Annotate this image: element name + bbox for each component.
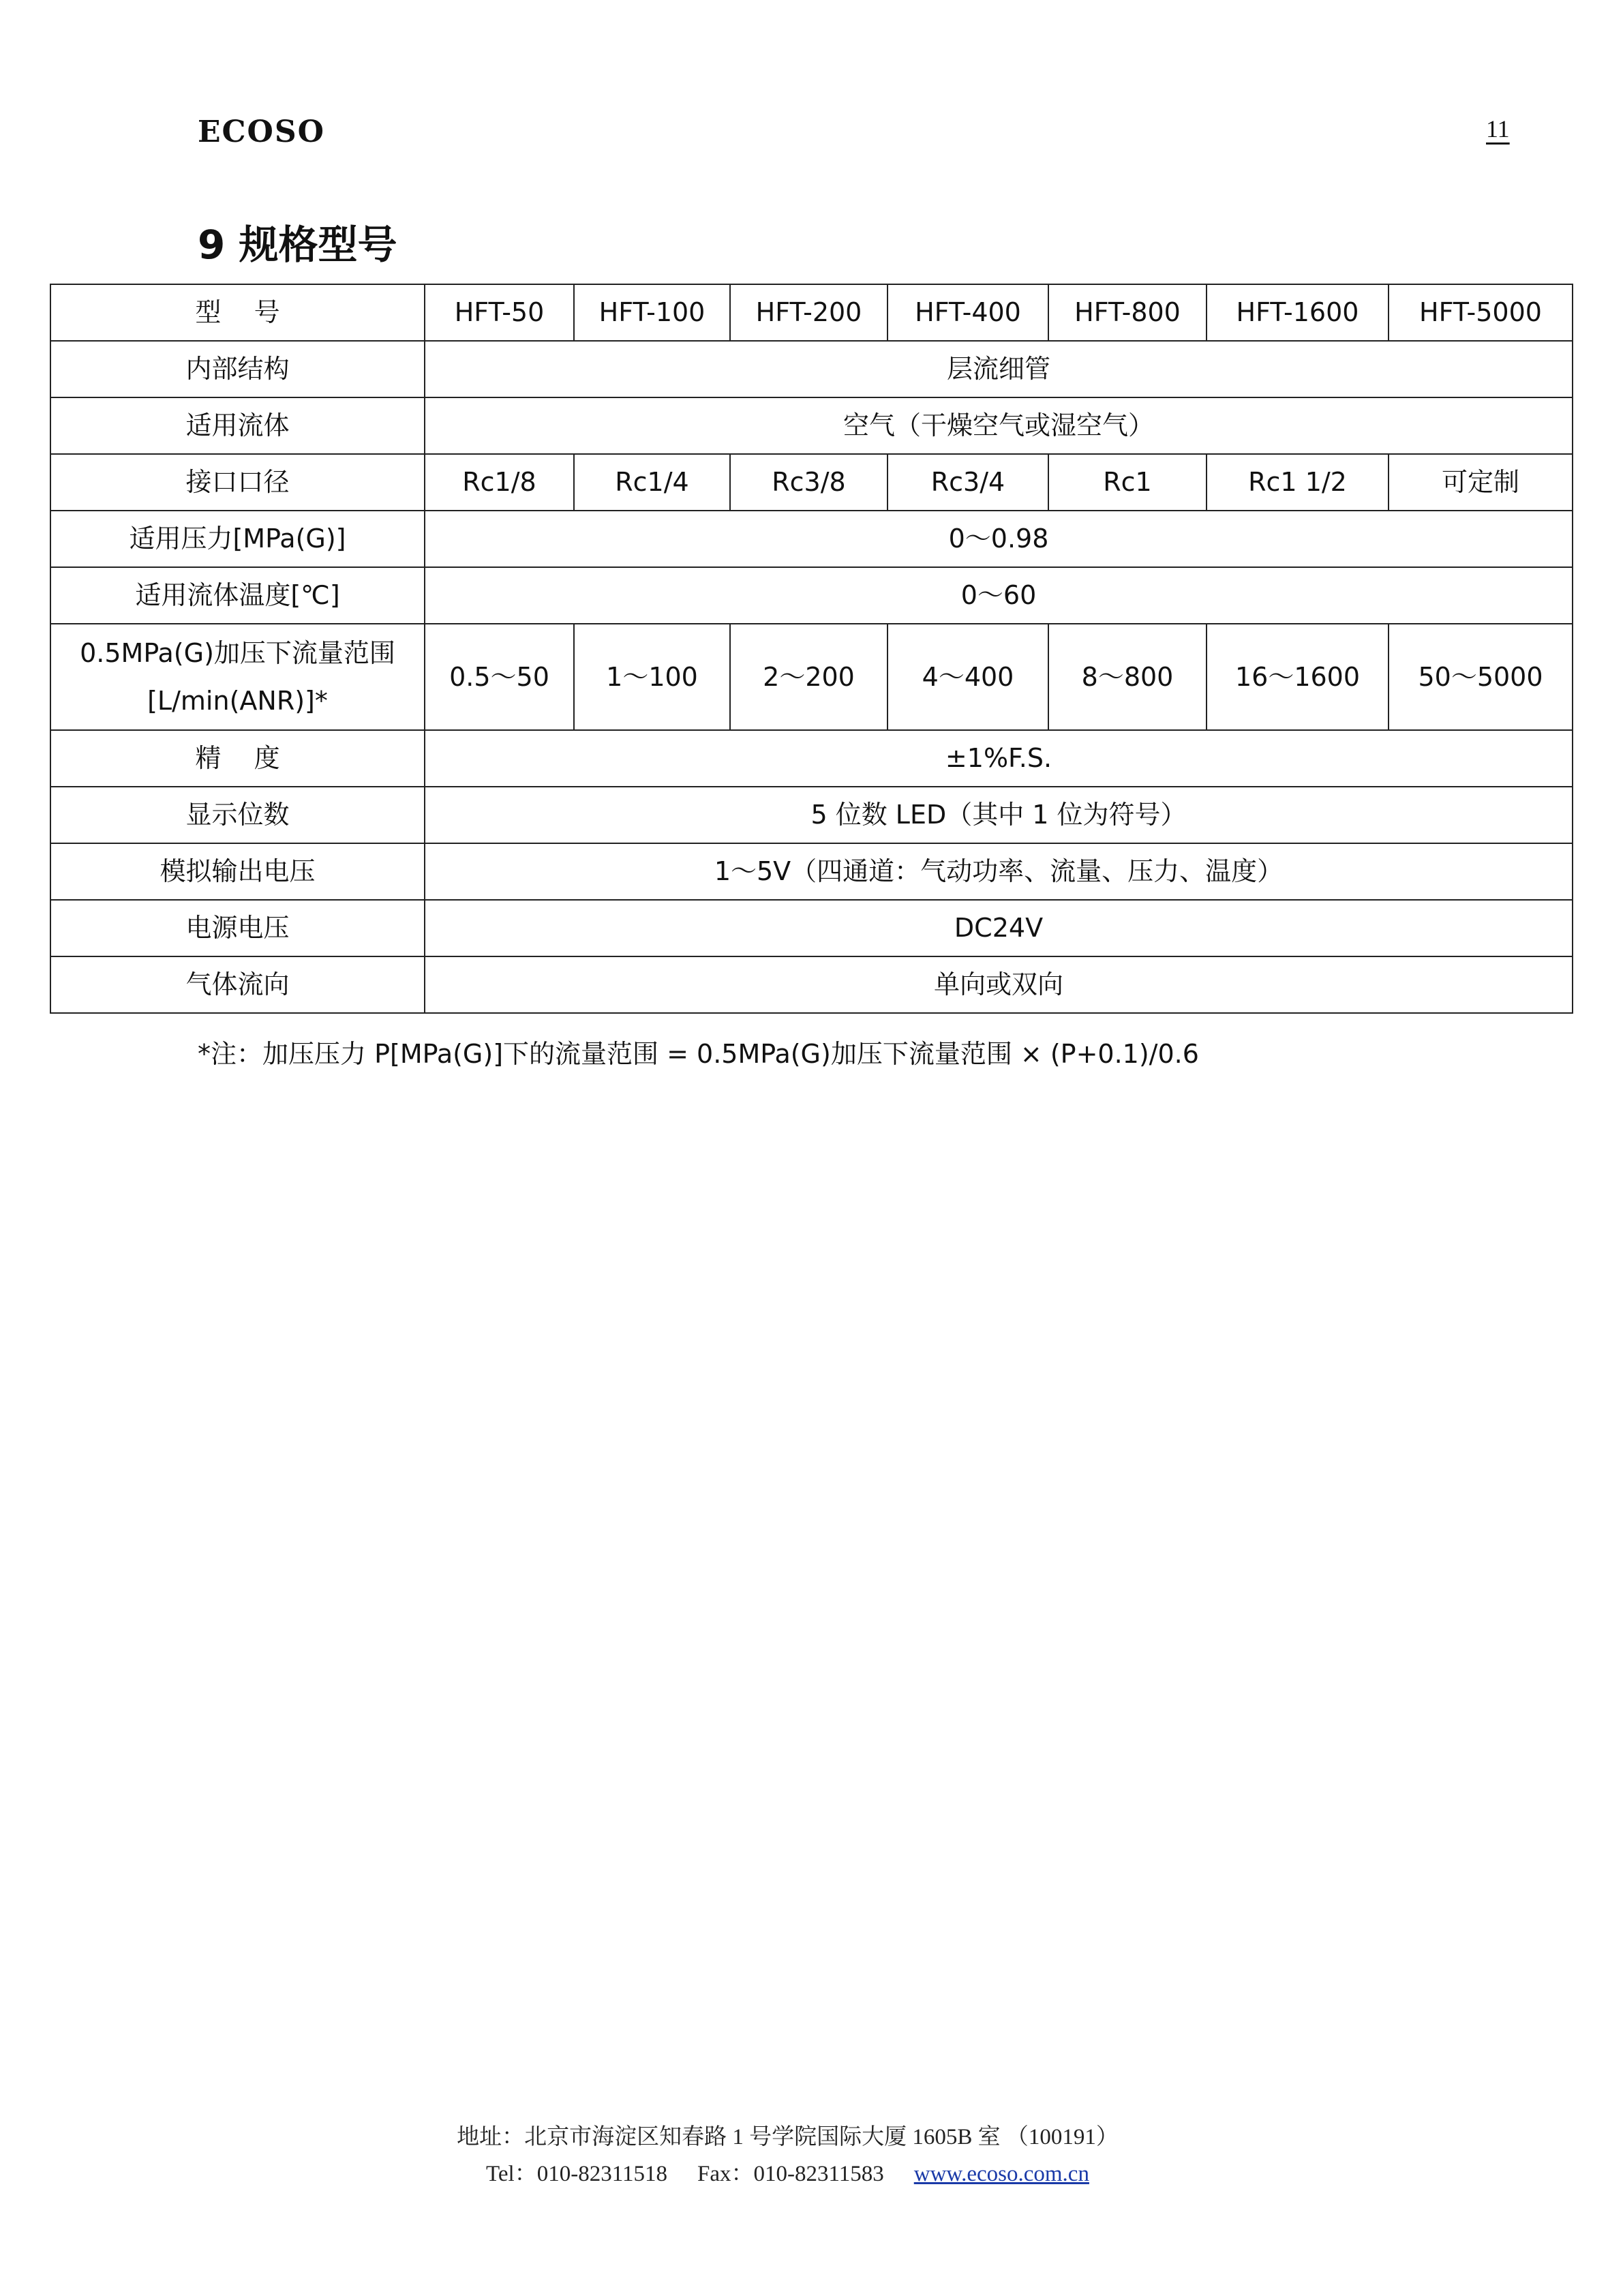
spec-table [50, 284, 1573, 1014]
website-link[interactable]: www.ecoso.com.cn [913, 2162, 1089, 2186]
footer-contact [0, 2156, 1599, 2188]
row-label: 电源电压 [50, 900, 425, 956]
table-row-temperature [50, 567, 1573, 624]
port-cell: Rc1/4 [574, 454, 730, 511]
footer-address: 地址：北京市海淀区知春路 1 号学院国际大厦 1605B 室 （100191） [457, 2125, 1119, 2149]
row-value: 5 位数 LED（其中 1 位为符号） [425, 787, 1573, 843]
model-cell: HFT-1600 [1207, 284, 1389, 341]
port-cell: 可定制 [1389, 454, 1573, 511]
flow-cell: 4～400 [888, 624, 1048, 730]
row-value: 0～60 [425, 567, 1573, 624]
row-label: 内部结构 [50, 341, 425, 397]
row-value: 1～5V（四通道：气动功率、流量、压力、温度） [425, 843, 1573, 900]
port-cell: Rc3/4 [888, 454, 1048, 511]
footnote: *注：加压压力 P[MPa(G)]下的流量范围 = 0.5MPa(G)加压下流量范围 × (P+0.1)/0.6 [198, 1039, 1199, 1069]
table-row-analog-output [50, 843, 1573, 900]
model-cell: HFT-200 [730, 284, 888, 341]
row-value: 层流细管 [425, 341, 1573, 397]
row-label: 适用流体温度[℃] [50, 567, 425, 624]
flow-cell: 0.5～50 [425, 624, 574, 730]
flow-cell: 16～1600 [1207, 624, 1389, 730]
table-row-port-size [50, 454, 1573, 511]
section-title: 9 规格型号 [198, 222, 397, 268]
table-row-fluid [50, 397, 1573, 454]
port-cell: Rc1 [1048, 454, 1207, 511]
model-cell: HFT-50 [425, 284, 574, 341]
flow-cell: 1～100 [574, 624, 730, 730]
footer-tel: Tel：010-82311518 [486, 2162, 667, 2186]
row-label: 显示位数 [50, 787, 425, 843]
row-label: 适用压力[MPa(G)] [50, 511, 425, 567]
brand-logo-text: ECOSO [198, 115, 325, 149]
model-cell: HFT-5000 [1389, 284, 1573, 341]
table-row-display-digits [50, 787, 1573, 843]
page-number: 11 [1486, 115, 1510, 142]
port-cell: Rc1 1/2 [1207, 454, 1389, 511]
row-label: 模拟输出电压 [50, 843, 425, 900]
port-cell: Rc1/8 [425, 454, 574, 511]
footer-fax: Fax：010-82311583 [697, 2162, 884, 2186]
table-row-power-supply [50, 900, 1573, 956]
row-label-line: 0.5MPa(G)加压下流量范围 [80, 637, 395, 668]
model-cell: HFT-800 [1048, 284, 1207, 341]
table-row-structure [50, 341, 1573, 397]
table-row-flow-direction [50, 956, 1573, 1013]
row-value: 0～0.98 [425, 511, 1573, 567]
row-value: 空气（干燥空气或湿空气） [425, 397, 1573, 454]
model-cell: HFT-100 [574, 284, 730, 341]
row-label: 适用流体 [50, 397, 425, 454]
row-label: 精 度 [50, 730, 425, 787]
model-cell: HFT-400 [888, 284, 1048, 341]
port-cell: Rc3/8 [730, 454, 888, 511]
flow-cell: 2～200 [730, 624, 888, 730]
table-row-accuracy [50, 730, 1573, 787]
row-value: 单向或双向 [425, 956, 1573, 1013]
row-label [50, 624, 425, 730]
table-row-flow-range [50, 624, 1573, 730]
table-row-pressure [50, 511, 1573, 567]
flow-cell: 8～800 [1048, 624, 1207, 730]
row-label-line: [L/min(ANR)]* [147, 686, 328, 716]
row-label: 型 号 [50, 284, 425, 341]
row-label: 接口口径 [50, 454, 425, 511]
table-row-model [50, 284, 1573, 341]
row-label: 气体流向 [50, 956, 425, 1013]
flow-cell: 50～5000 [1389, 624, 1573, 730]
row-value: ±1%F.S. [425, 730, 1573, 787]
row-value: DC24V [425, 900, 1573, 956]
